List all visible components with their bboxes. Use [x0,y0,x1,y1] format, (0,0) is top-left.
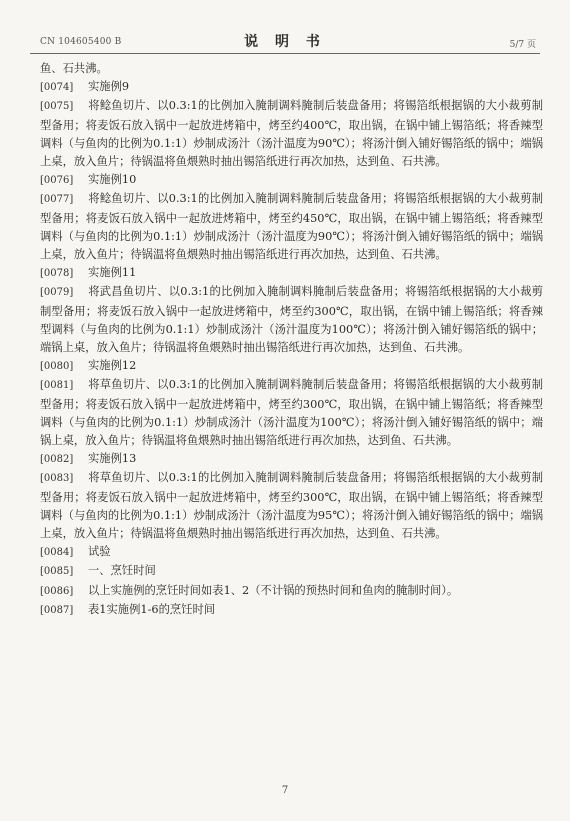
paragraph-number: [0078] [40,268,74,280]
heading-text: 以上实施例的烹饪时间如表1、2（不计锅的预热时间和鱼肉的腌制时间）。 [88,583,459,597]
heading-text: 表1实施例1-6的烹饪时间 [88,602,216,616]
section-heading [40,264,543,283]
page-header [30,28,540,54]
paragraph-text: 鱼、石共沸。 [40,62,108,75]
page-number: 7 [281,785,289,796]
section-heading [40,562,543,581]
section-heading [40,171,543,190]
section-heading [40,601,543,620]
header-rule [30,53,540,54]
paragraph-number: [0076] [40,175,74,187]
paragraph-text: 将武昌鱼切片、以0.3:1的比例加入腌制调料腌制后装盘备用；将锡箔纸根据锅的大小裁剪制型备用；将麦饭石放入锅中一起放进烤箱中，烤至约300℃，取出锅，在锅中铺上锡箔纸；将香辣型调料（与鱼肉的比例为0.1:1）炒制成汤汁（汤汁温度为100℃）；将汤汁倒入铺好锡箔纸的锅中；端锅上桌，放入鱼片；待锅温将鱼煨熟时抽出锡箔纸进行再次加热，达到鱼、石共沸。 [40,285,543,355]
section-heading [40,582,543,601]
paragraph-number: [0079] [40,287,74,299]
paragraph-text: 将鲶鱼切片、以0.3:1的比例加入腌制调料腌制后装盘备用；将锡箔纸根据锅的大小裁剪制型备用；将麦饭石放入锅中一起放进烤箱中，烤至约450℃，取出锅，在锅中铺上锡箔纸；将香辣型调料（与鱼肉的比例为0.1:1）炒制成汤汁（汤汁温度为90℃）；将汤汁倒入铺好锡箔纸的锅中；端锅上桌，放入鱼片；待锅温将鱼煨熟时抽出锡箔纸进行再次加热，达到鱼、石共沸。 [40,192,543,262]
page-indicator: 5/7 页 [509,40,536,50]
document-body [40,60,543,620]
paragraph-number: [0081] [40,380,74,392]
section-heading [40,543,543,562]
paragraph [40,283,543,357]
heading-text: 实施例11 [88,266,137,280]
paragraph-number: [0084] [40,547,74,559]
heading-text: 一、烹饪时间 [88,564,156,578]
paragraph-number: [0085] [40,566,74,578]
heading-text: 实施例12 [88,359,137,373]
paragraph-number: [0077] [40,194,74,206]
paragraph [40,376,543,450]
paragraph [40,60,543,78]
paragraph-number: [0086] [40,585,74,597]
paragraph-number: [0080] [40,361,74,373]
heading-text: 试验 [88,545,111,559]
section-heading [40,78,543,97]
heading-text: 实施例9 [88,80,130,94]
paragraph-number: [0082] [40,454,74,466]
patent-number: CN 104605400 B [40,37,122,47]
paragraph-text: 将鲶鱼切片、以0.3:1的比例加入腌制调料腌制后装盘备用；将锡箔纸根据锅的大小裁剪制型备用；将麦饭石放入锅中一起放进烤箱中，烤至约400℃，取出锅，在锅中铺上锡箔纸；将香辣型调料（与鱼肉的比例为0.1:1）炒制成汤汁（汤汁温度为90℃）；将汤汁倒入铺好锡箔纸的锅中；端锅上桌，放入鱼片；待锅温将鱼煨熟时抽出锡箔纸进行再次加热，达到鱼、石共沸。 [40,99,543,169]
paragraph-number: [0083] [40,473,74,485]
section-heading [40,450,543,469]
paragraph [40,190,543,264]
paragraph-text: 将草鱼切片、以0.3:1的比例加入腌制调料腌制后装盘备用；将锡箔纸根据锅的大小裁剪制型备用；将麦饭石放入锅中一起放进烤箱中，烤至约300℃，取出锅，在锅中铺上锡箔纸；将香辣型调料（与鱼肉的比例为0.1:1）炒制成汤汁（汤汁温度为100℃）；将汤汁倒入铺好锡箔纸的锅中；端锅上桌，放入鱼片；待锅温将鱼煨熟时抽出锡箔纸进行再次加热，达到鱼、石共沸。 [40,378,543,448]
heading-text: 实施例13 [88,452,137,466]
paragraph-number: [0087] [40,604,74,616]
document-title: 说 明 书 [244,34,326,50]
paragraph-text: 将草鱼切片、以0.3:1的比例加入腌制调料腌制后装盘备用；将锡箔纸根据锅的大小裁剪制型备用；将麦饭石放入锅中一起放进烤箱中，烤至约300℃，取出锅，在锅中铺上锡箔纸；将香辣型调料（与鱼肉的比例为0.1:1）炒制成汤汁（汤汁温度为95℃）；将汤汁倒入铺好锡箔纸的锅中；端锅上桌，放入鱼片；待锅温将鱼煨熟时抽出锡箔纸进行再次加热，达到鱼、石共沸。 [40,471,543,541]
paragraph-number: [0074] [40,82,74,94]
section-heading [40,357,543,376]
paragraph [40,97,543,171]
paragraph-number: [0075] [40,101,74,113]
heading-text: 实施例10 [88,173,137,187]
paragraph [40,469,543,543]
